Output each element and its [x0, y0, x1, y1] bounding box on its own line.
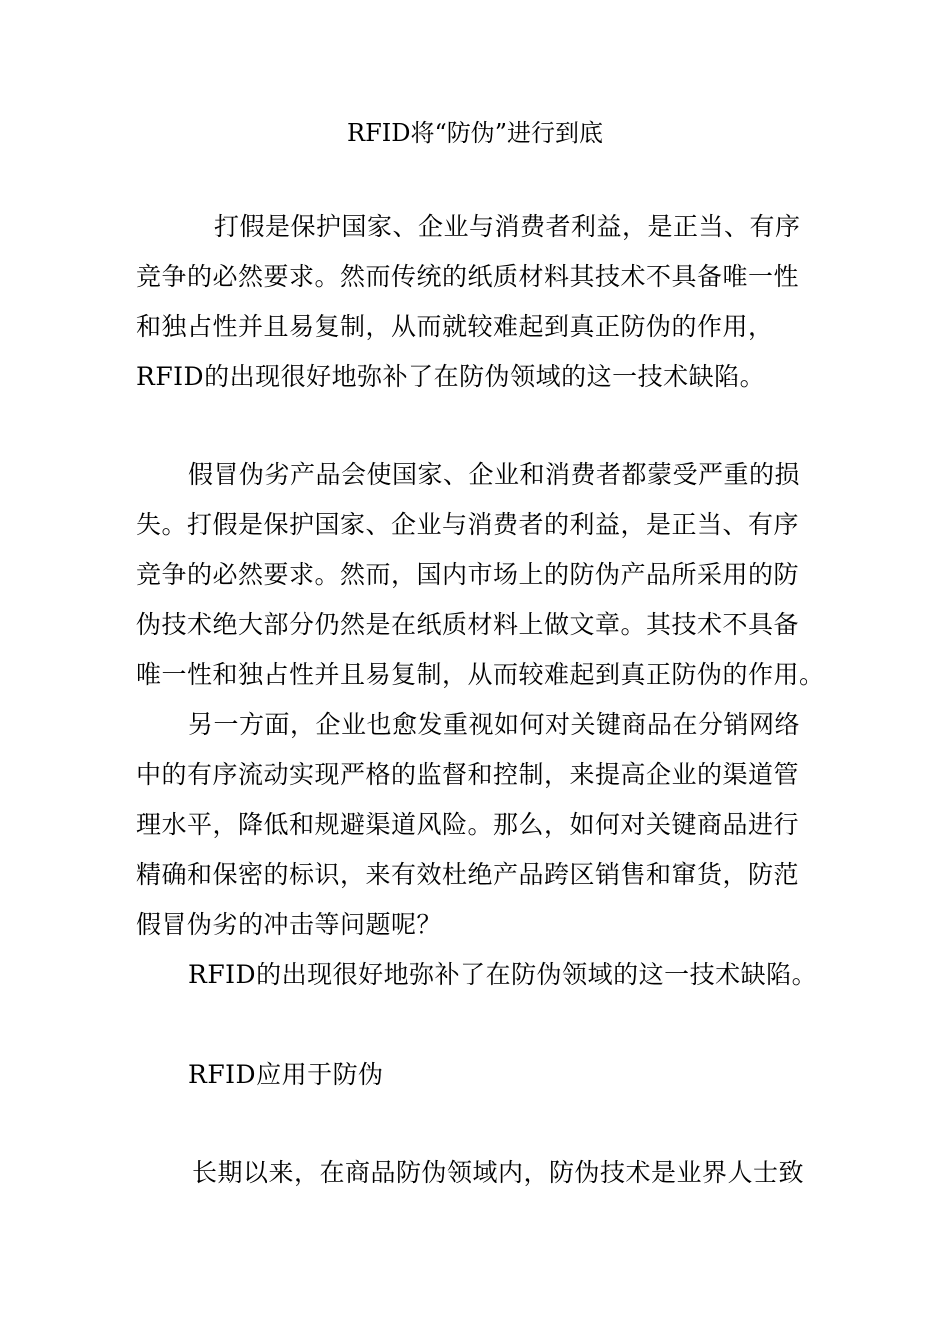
paragraph-line: 假冒伪劣产品会使国家、企业和消费者都蒙受严重的损	[188, 460, 801, 489]
paragraph-line: 长期以来，在商品防伪领域内，防伪技术是业界人士致	[192, 1158, 805, 1187]
paragraph-line: 伪技术绝大部分仍然是在纸质材料上做文章。其技术不具备	[136, 610, 800, 639]
paragraph-line: 中的有序流动实现严格的监督和控制，来提高企业的渠道管	[136, 760, 800, 789]
paragraph-line: 打假是保护国家、企业与消费者利益，是正当、有序	[214, 212, 801, 241]
paragraph-line: 竞争的必然要求。然而，国内市场上的防伪产品所采用的防	[136, 560, 800, 589]
paragraph-line: RFID的出现很好地弥补了在防伪领域的这一技术缺陷。	[188, 960, 818, 989]
paragraph-line: 另一方面，企业也愈发重视如何对关键商品在分销网络	[188, 710, 801, 739]
paragraph-line: 和独占性并且易复制，从而就较难起到真正防伪的作用，	[136, 312, 774, 341]
paragraph-line: 唯一性和独占性并且易复制，从而较难起到真正防伪的作用。	[136, 660, 825, 689]
paragraph-line: 精确和保密的标识，来有效杜绝产品跨区销售和窜货，防范	[136, 860, 800, 889]
document-title: RFID将“防伪”进行到底	[347, 119, 603, 147]
section-heading: RFID应用于防伪	[188, 1060, 384, 1089]
paragraph-line: 假冒伪劣的冲击等问题呢？	[136, 910, 443, 939]
paragraph-line: 失。打假是保护国家、企业与消费者的利益，是正当、有序	[136, 510, 800, 539]
paragraph-line: RFID的出现很好地弥补了在防伪领域的这一技术缺陷。	[136, 362, 766, 391]
paragraph-line: 竞争的必然要求。然而传统的纸质材料其技术不具备唯一性	[136, 262, 800, 291]
paragraph-line: 理水平，降低和规避渠道风险。那么，如何对关键商品进行	[136, 810, 800, 839]
